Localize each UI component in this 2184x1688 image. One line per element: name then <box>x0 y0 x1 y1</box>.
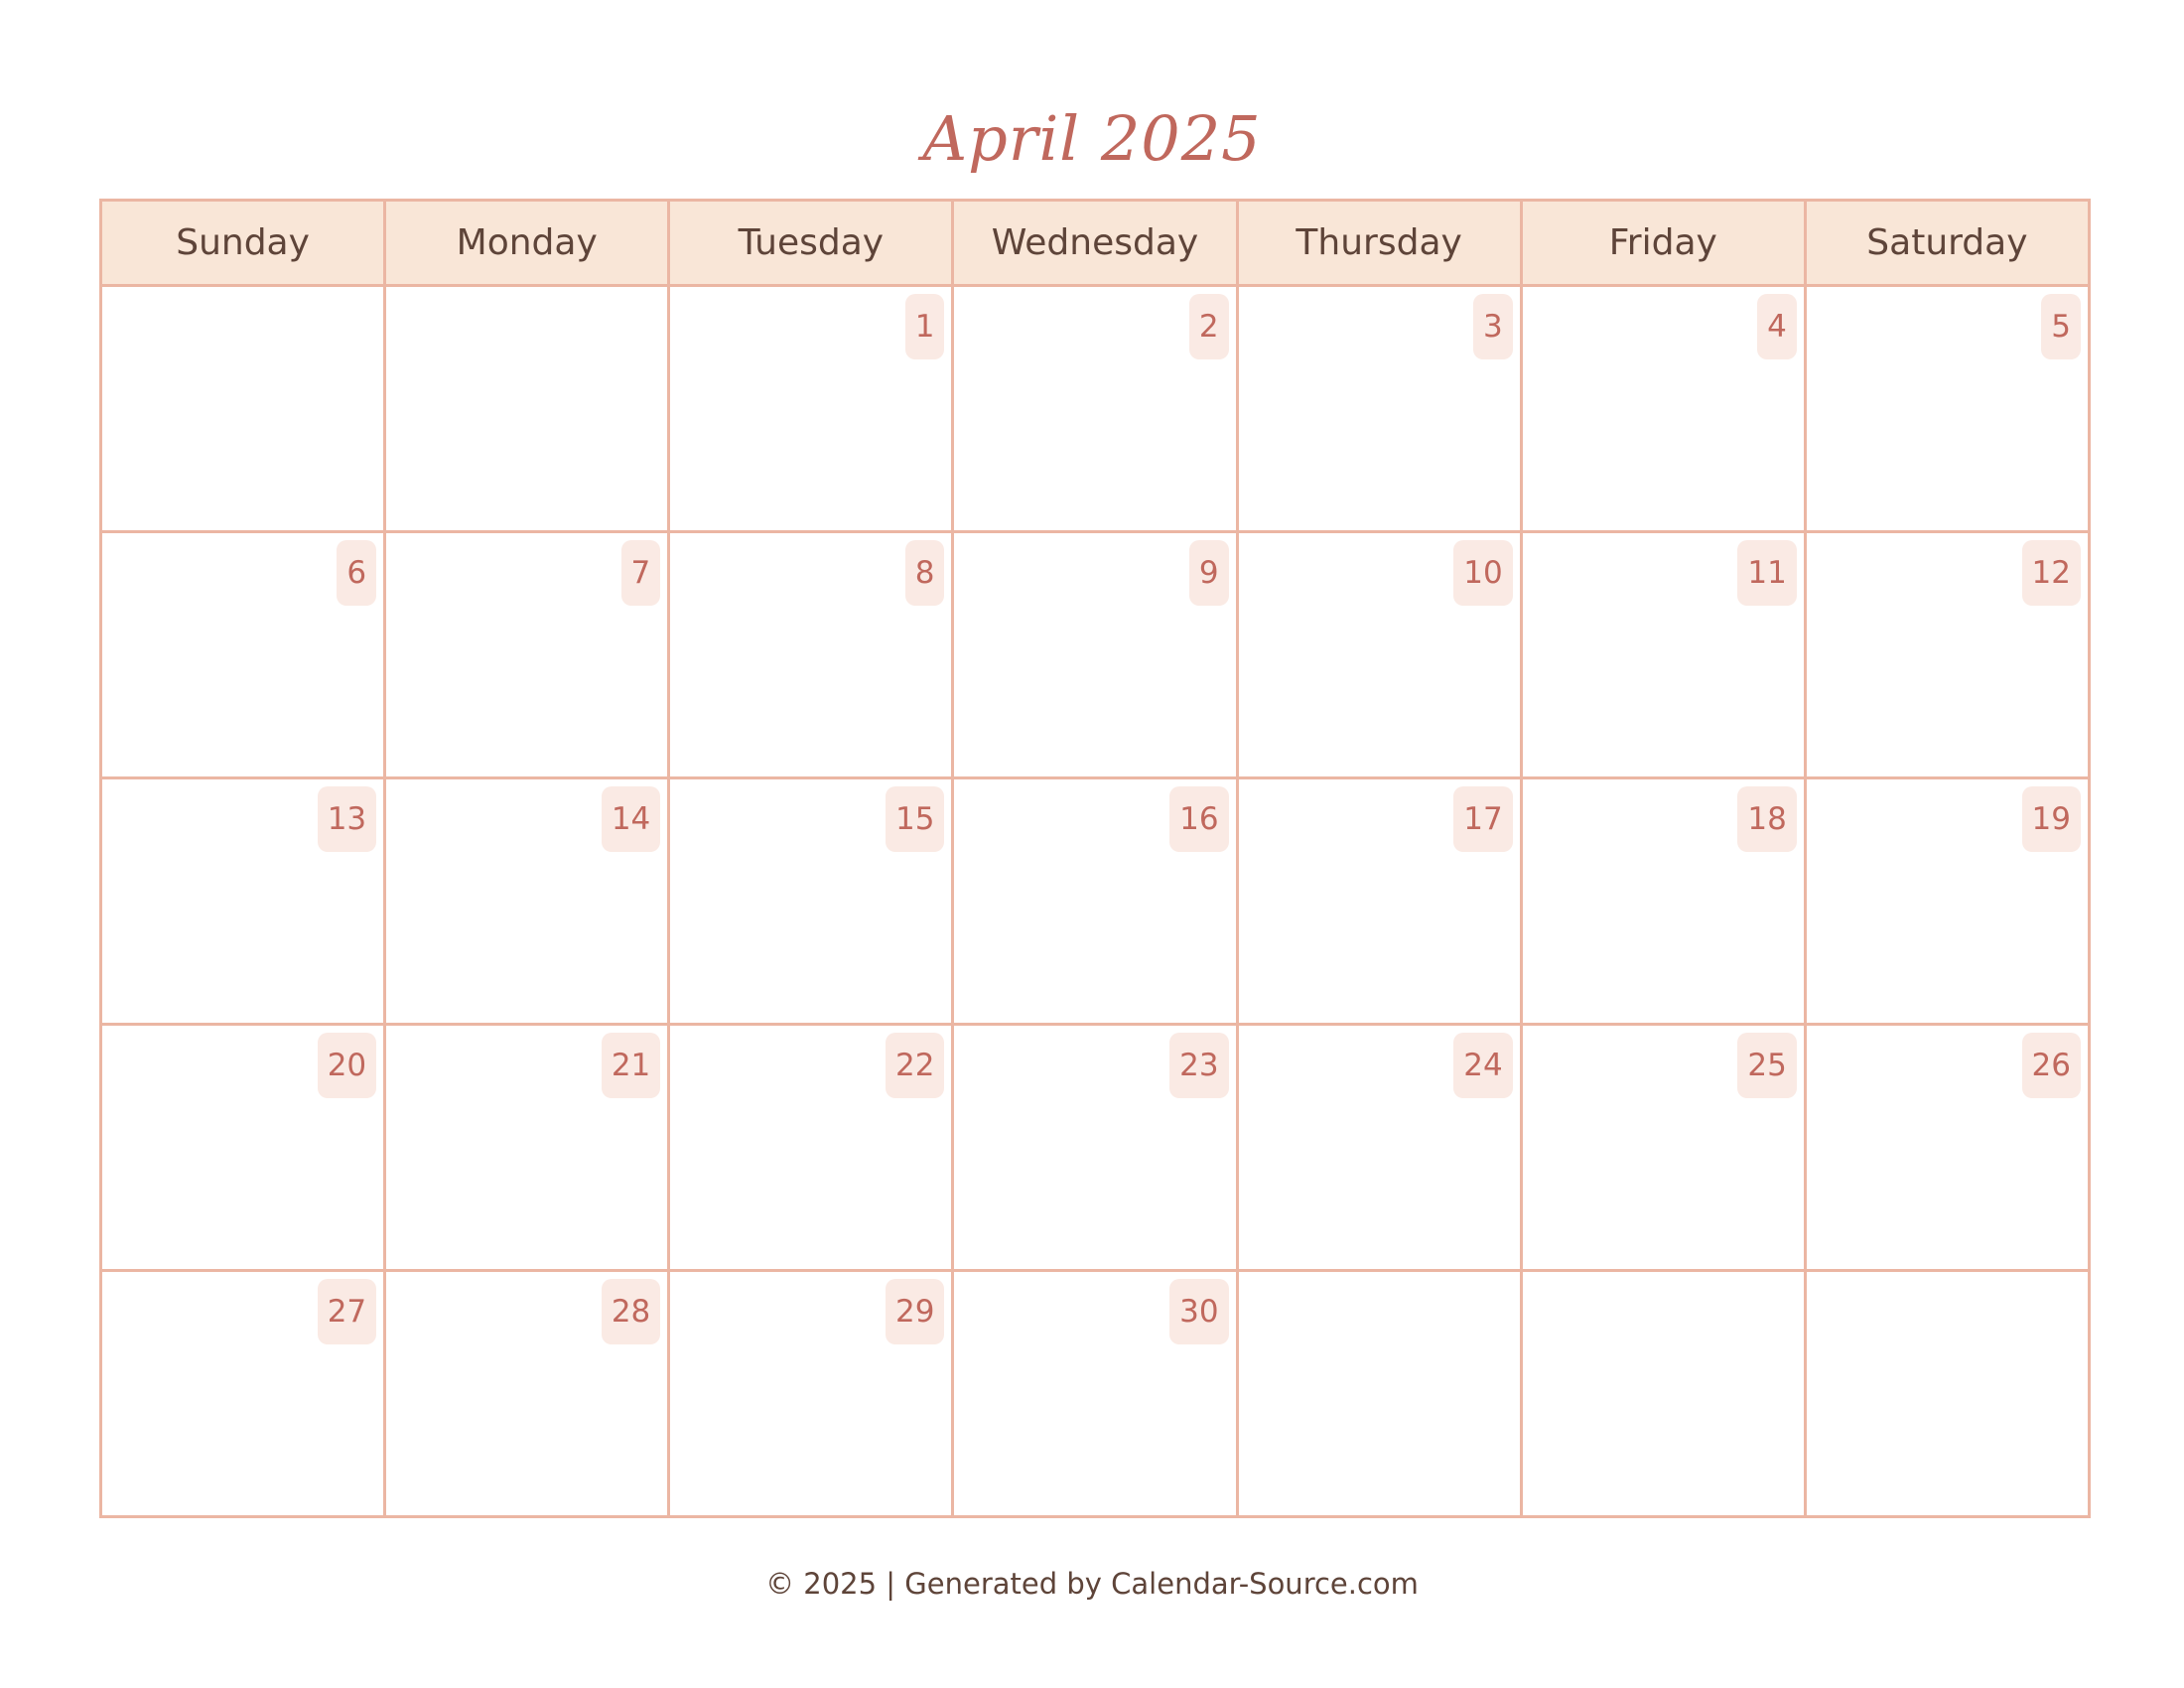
day-number: 9 <box>1189 540 1229 606</box>
empty-day-cell <box>1237 1271 1521 1517</box>
empty-day-cell <box>385 286 669 532</box>
day-cell <box>669 1271 953 1517</box>
week-row <box>101 1271 2090 1517</box>
day-number: 15 <box>886 786 944 852</box>
day-cell <box>385 532 669 778</box>
day-number: 3 <box>1473 294 1513 359</box>
day-cell <box>1521 532 1805 778</box>
day-cell <box>1805 286 2089 532</box>
weekday-header-row <box>101 201 2090 286</box>
day-cell <box>385 1271 669 1517</box>
calendar-title: April 2025 <box>922 102 1262 175</box>
day-number: 23 <box>1169 1033 1228 1098</box>
day-cell <box>1805 532 2089 778</box>
day-number: 18 <box>1737 786 1796 852</box>
day-number: 4 <box>1757 294 1797 359</box>
weekday-header: Tuesday <box>669 201 953 286</box>
empty-day-cell <box>1521 1271 1805 1517</box>
day-cell <box>101 532 385 778</box>
day-number: 30 <box>1169 1279 1228 1344</box>
day-number: 28 <box>602 1279 660 1344</box>
day-cell <box>1237 532 1521 778</box>
day-number: 14 <box>602 786 660 852</box>
day-cell <box>1237 1025 1521 1271</box>
week-row <box>101 778 2090 1025</box>
weekday-header: Thursday <box>1237 201 1521 286</box>
weekday-header: Saturday <box>1805 201 2089 286</box>
weekday-header: Sunday <box>101 201 385 286</box>
day-cell <box>1521 1025 1805 1271</box>
day-number: 20 <box>318 1033 376 1098</box>
day-number: 17 <box>1453 786 1512 852</box>
day-number: 27 <box>318 1279 376 1344</box>
day-cell <box>385 1025 669 1271</box>
day-cell <box>953 1271 1237 1517</box>
day-number: 1 <box>905 294 945 359</box>
day-number: 16 <box>1169 786 1228 852</box>
day-number: 6 <box>337 540 376 606</box>
week-row <box>101 1025 2090 1271</box>
weekday-header: Friday <box>1521 201 1805 286</box>
footer-credit: © 2025 | Generated by Calendar-Source.com <box>765 1567 1419 1601</box>
day-number: 25 <box>1737 1033 1796 1098</box>
day-number: 22 <box>886 1033 944 1098</box>
day-cell <box>953 778 1237 1025</box>
day-cell <box>669 778 953 1025</box>
day-cell <box>1521 778 1805 1025</box>
day-number: 12 <box>2022 540 2081 606</box>
week-row <box>101 286 2090 532</box>
day-number: 13 <box>318 786 376 852</box>
day-number: 8 <box>905 540 945 606</box>
day-number: 24 <box>1453 1033 1512 1098</box>
empty-day-cell <box>1805 1271 2089 1517</box>
day-cell <box>953 286 1237 532</box>
empty-day-cell <box>101 286 385 532</box>
day-cell <box>669 286 953 532</box>
day-cell <box>1237 286 1521 532</box>
day-cell <box>953 532 1237 778</box>
day-cell <box>1521 286 1805 532</box>
day-cell <box>385 778 669 1025</box>
day-number: 11 <box>1737 540 1796 606</box>
day-number: 29 <box>886 1279 944 1344</box>
day-cell <box>1805 778 2089 1025</box>
weekday-header: Wednesday <box>953 201 1237 286</box>
calendar-body <box>101 286 2090 1517</box>
day-cell <box>101 1025 385 1271</box>
day-number: 7 <box>621 540 661 606</box>
day-number: 21 <box>602 1033 660 1098</box>
day-cell <box>101 778 385 1025</box>
day-cell <box>953 1025 1237 1271</box>
day-cell <box>669 1025 953 1271</box>
weekday-header: Monday <box>385 201 669 286</box>
day-number: 10 <box>1453 540 1512 606</box>
week-row <box>101 532 2090 778</box>
day-cell <box>1805 1025 2089 1271</box>
day-number: 26 <box>2022 1033 2081 1098</box>
day-number: 2 <box>1189 294 1229 359</box>
day-number: 19 <box>2022 786 2081 852</box>
day-cell <box>1237 778 1521 1025</box>
day-cell <box>669 532 953 778</box>
day-cell <box>101 1271 385 1517</box>
day-number: 5 <box>2041 294 2081 359</box>
month-grid <box>99 199 2091 1518</box>
